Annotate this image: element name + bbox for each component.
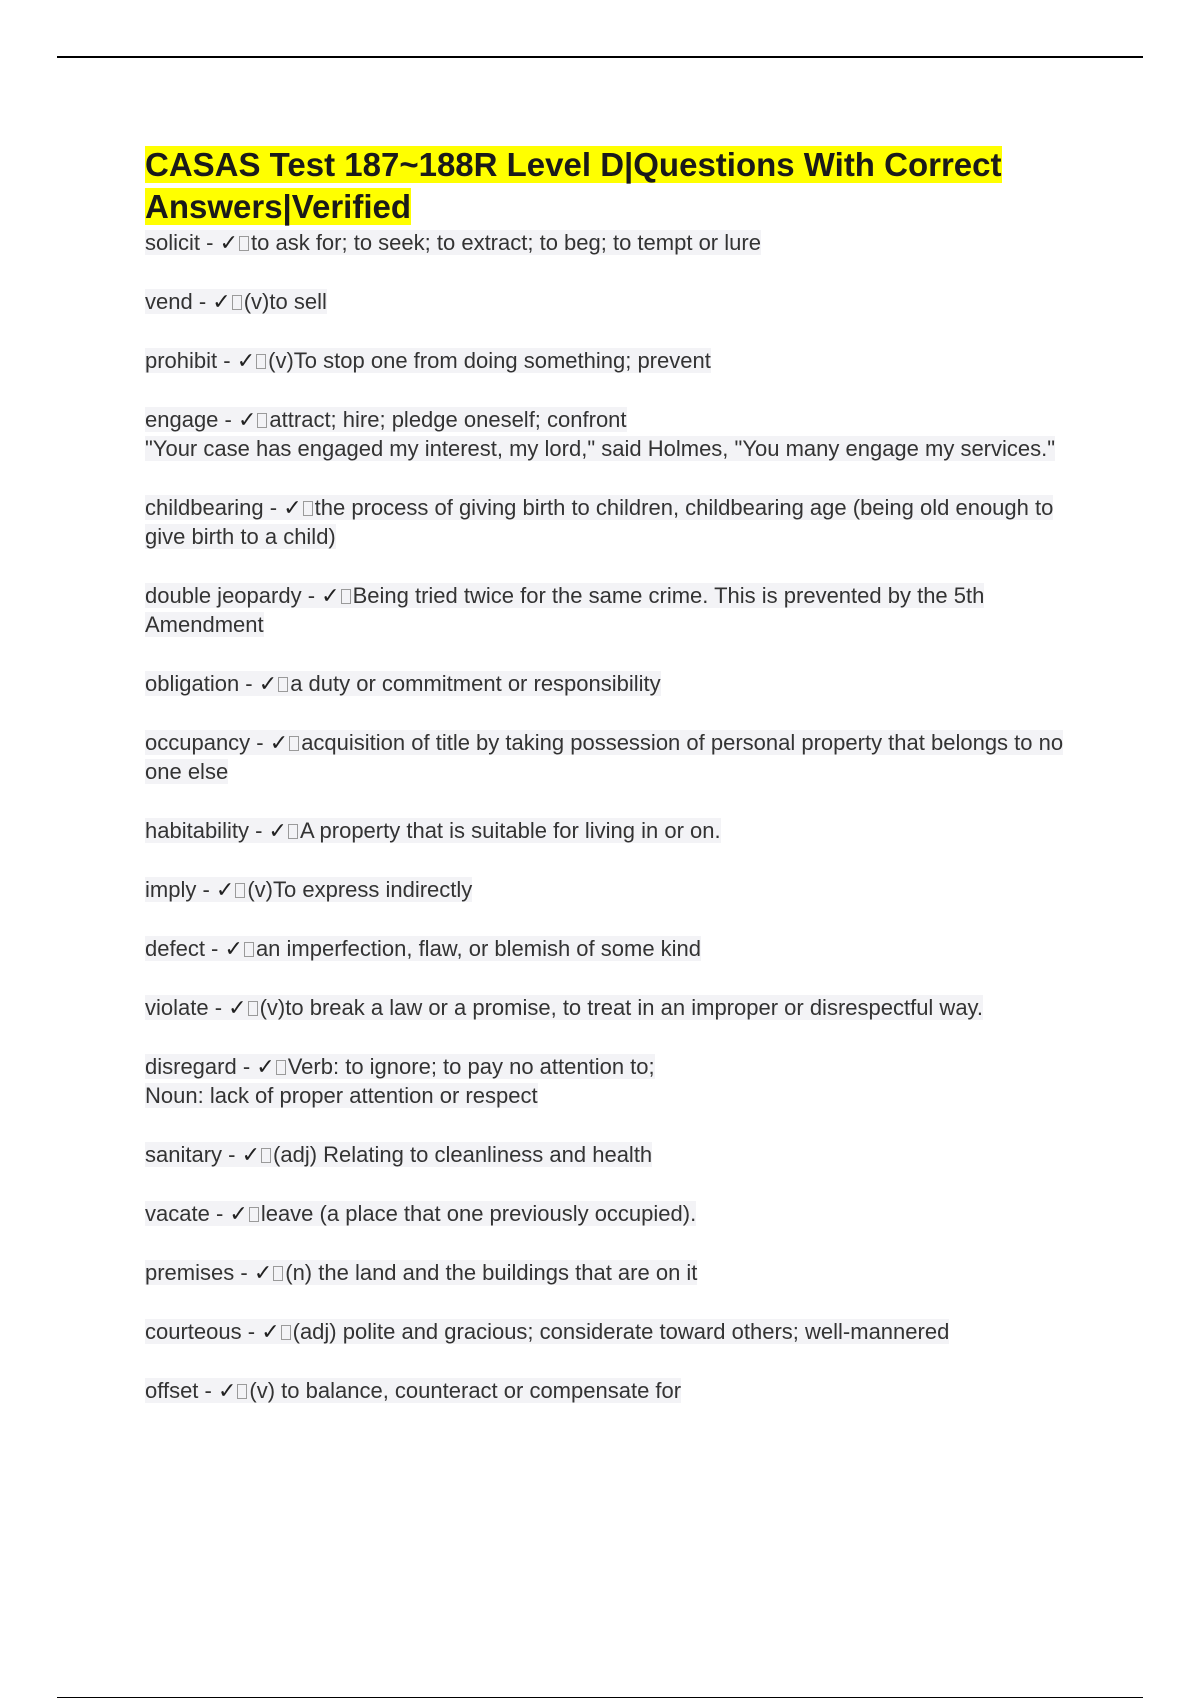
entry-definition: (v) to balance, counteract or compensate for xyxy=(249,1378,682,1403)
entry-item xyxy=(145,1317,1095,1346)
entry-definition: (v)To stop one from doing something; prevent xyxy=(268,348,711,373)
entry-term: occupancy xyxy=(145,730,251,755)
missing-glyph-box-icon xyxy=(276,1060,286,1075)
missing-glyph-box-icon xyxy=(288,824,298,839)
entry-term: obligation xyxy=(145,671,240,696)
checkmark-icon: ✓ xyxy=(258,671,278,696)
entry-item xyxy=(145,934,1095,963)
entry-term: courteous xyxy=(145,1319,242,1344)
entry-definition: Verb: to ignore; to pay no attention to; xyxy=(287,1054,655,1079)
checkmark-icon: ✓ xyxy=(269,730,289,755)
bottom-rule xyxy=(57,1697,1143,1698)
entry-term: prohibit xyxy=(145,348,218,373)
checkmark-icon: ✓ xyxy=(261,1319,280,1344)
entry-definition: (n) the land and the buildings that are on it xyxy=(285,1260,698,1285)
checkmark-icon: ✓ xyxy=(212,289,231,314)
entry-list xyxy=(145,228,1095,1405)
entry-definition: leave (a place that one previously occupied). xyxy=(260,1201,697,1226)
checkmark-icon: ✓ xyxy=(228,995,247,1020)
entry-first-line xyxy=(145,230,761,255)
entry-first-line xyxy=(145,1142,652,1167)
missing-glyph-box-icon xyxy=(341,589,351,604)
entry-separator: - xyxy=(241,1319,262,1344)
entry-term: imply xyxy=(145,877,197,902)
entry-definition: (v)To express indirectly xyxy=(247,877,473,902)
checkmark-icon: ✓ xyxy=(321,583,340,608)
entry-term: double jeopardy xyxy=(145,583,302,608)
entry-item xyxy=(145,287,1095,316)
entry-term: defect xyxy=(145,936,205,961)
entry-first-line xyxy=(145,348,711,373)
entry-term: vend xyxy=(145,289,193,314)
checkmark-icon: ✓ xyxy=(256,1054,275,1079)
entry-item xyxy=(145,493,1095,551)
entry-separator: - xyxy=(208,995,229,1020)
entry-first-line xyxy=(145,936,701,961)
entry-first-line xyxy=(145,583,984,637)
entry-item xyxy=(145,405,1095,463)
missing-glyph-box-icon xyxy=(237,1384,247,1399)
entry-term: vacate xyxy=(145,1201,210,1226)
entry-separator: - xyxy=(239,671,259,696)
checkmark-icon: ✓ xyxy=(236,348,256,373)
missing-glyph-box-icon xyxy=(249,1207,259,1222)
entry-separator: - xyxy=(198,1378,218,1403)
entry-item xyxy=(145,581,1095,639)
entry-first-line xyxy=(145,495,1053,549)
entry-term: sanitary xyxy=(145,1142,223,1167)
entry-separator: - xyxy=(209,1201,230,1226)
entry-definition: a duty or commitment or responsibility xyxy=(290,671,661,696)
entry-definition: A property that is suitable for living in or on. xyxy=(299,818,721,843)
entry-first-line xyxy=(145,671,661,696)
entry-first-line xyxy=(145,1260,697,1285)
entry-definition: attract; hire; pledge oneself; confront xyxy=(269,407,627,432)
top-rule xyxy=(57,56,1143,58)
missing-glyph-box-icon xyxy=(248,1001,258,1016)
entry-term: disregard xyxy=(145,1054,237,1079)
entry-item xyxy=(145,816,1095,845)
entry-first-line xyxy=(145,1201,696,1226)
entry-separator: - xyxy=(200,230,220,255)
entry-item xyxy=(145,993,1095,1022)
entry-item xyxy=(145,1140,1095,1169)
entry-first-line xyxy=(145,730,1063,784)
title-text: CASAS Test 187~188R Level D|Questions With Correct Answers|Verified xyxy=(145,146,1002,225)
checkmark-icon: ✓ xyxy=(229,1201,248,1226)
entry-first-line xyxy=(145,289,327,314)
entry-first-line xyxy=(145,995,983,1020)
entry-item xyxy=(145,346,1095,375)
checkmark-icon: ✓ xyxy=(237,407,257,432)
entry-item xyxy=(145,1258,1095,1287)
entry-definition: Being tried twice for the same crime. This is prevented by the 5th Amendment xyxy=(145,583,985,637)
entry-item xyxy=(145,228,1095,257)
checkmark-icon: ✓ xyxy=(253,1260,273,1285)
document-body xyxy=(145,144,1095,1435)
entry-separator: - xyxy=(204,936,225,961)
entry-term: premises xyxy=(145,1260,235,1285)
entry-term: childbearing xyxy=(145,495,264,520)
missing-glyph-box-icon xyxy=(281,1325,291,1340)
entry-definition: (adj) Relating to cleanliness and health xyxy=(273,1142,653,1167)
entry-separator: - xyxy=(222,1142,242,1167)
entry-separator: - xyxy=(192,289,213,314)
entry-continuation-line xyxy=(145,1083,538,1108)
entry-item xyxy=(145,1376,1095,1405)
checkmark-icon: ✓ xyxy=(241,1142,261,1167)
entry-term: habitability xyxy=(145,818,249,843)
checkmark-icon: ✓ xyxy=(224,936,243,961)
missing-glyph-box-icon xyxy=(239,236,249,251)
entry-separator: - xyxy=(196,877,216,902)
missing-glyph-box-icon xyxy=(256,354,266,369)
entry-term: solicit xyxy=(145,230,201,255)
checkmark-icon: ✓ xyxy=(215,877,235,902)
entry-item xyxy=(145,1199,1095,1228)
entry-term: engage xyxy=(145,407,219,432)
document-title xyxy=(145,144,1095,228)
checkmark-icon: ✓ xyxy=(283,495,302,520)
entry-separator: - xyxy=(301,583,322,608)
entry-term: offset xyxy=(145,1378,199,1403)
entry-separator: - xyxy=(234,1260,254,1285)
entry-separator: - xyxy=(250,730,270,755)
entry-definition: an imperfection, flaw, or blemish of some kind xyxy=(255,936,702,961)
entry-first-line xyxy=(145,407,627,432)
missing-glyph-box-icon xyxy=(273,1266,283,1281)
missing-glyph-box-icon xyxy=(289,736,299,751)
entry-definition: Noun: lack of proper attention or respect xyxy=(145,1083,538,1108)
missing-glyph-box-icon xyxy=(257,413,267,428)
missing-glyph-box-icon xyxy=(235,883,245,898)
entry-definition: the process of giving birth to children, childbearing age (being old enough to give birth to a child) xyxy=(145,495,1054,549)
entry-first-line xyxy=(145,1054,655,1079)
entry-continuation-line xyxy=(145,436,1055,461)
entry-definition: (v)to break a law or a promise, to treat in an improper or disrespectful way. xyxy=(259,995,984,1020)
entry-first-line xyxy=(145,1378,681,1403)
entry-definition: (v)to sell xyxy=(243,289,327,314)
entry-definition: acquisition of title by taking possession of personal property that belongs to no one else xyxy=(145,730,1064,784)
entry-separator: - xyxy=(217,348,237,373)
entry-separator: - xyxy=(248,818,269,843)
missing-glyph-box-icon xyxy=(232,295,242,310)
checkmark-icon: ✓ xyxy=(268,818,287,843)
entry-definition: (adj) polite and gracious; considerate toward others; well-mannered xyxy=(292,1319,950,1344)
entry-definition: "Your case has engaged my interest, my lord," said Holmes, "You many engage my services." xyxy=(145,436,1056,461)
entry-item xyxy=(145,728,1095,786)
missing-glyph-box-icon xyxy=(244,942,254,957)
entry-separator: - xyxy=(263,495,284,520)
missing-glyph-box-icon xyxy=(261,1148,271,1163)
entry-item xyxy=(145,1052,1095,1110)
entry-item xyxy=(145,669,1095,698)
entry-definition: to ask for; to seek; to extract; to beg; to tempt or lure xyxy=(251,230,761,255)
entry-term: violate xyxy=(145,995,209,1020)
checkmark-icon: ✓ xyxy=(219,230,239,255)
entry-first-line xyxy=(145,877,472,902)
entry-separator: - xyxy=(236,1054,257,1079)
checkmark-icon: ✓ xyxy=(217,1378,237,1403)
entry-separator: - xyxy=(218,407,238,432)
entry-item xyxy=(145,875,1095,904)
entry-first-line xyxy=(145,818,721,843)
entry-first-line xyxy=(145,1319,949,1344)
missing-glyph-box-icon xyxy=(278,677,288,692)
missing-glyph-box-icon xyxy=(303,501,313,516)
